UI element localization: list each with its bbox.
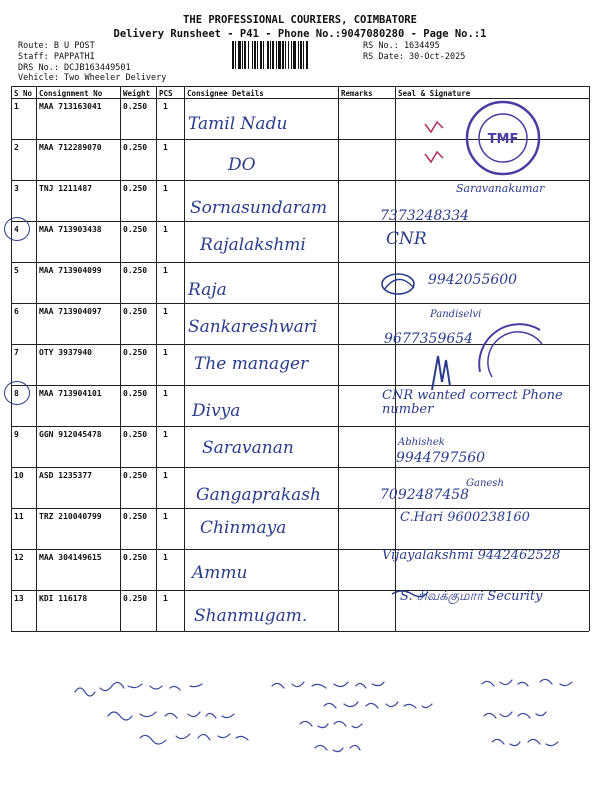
row-weight: 0.250 (123, 389, 148, 398)
row-divider (11, 385, 589, 386)
row-pcs: 1 (163, 553, 168, 562)
row-sno: 8 (14, 389, 19, 398)
row-weight: 0.250 (123, 143, 148, 152)
runsheet-subtitle: Delivery Runsheet - P41 - Phone No.:9047080280 - Page No.:1 (113, 28, 487, 40)
table-top-border (11, 86, 589, 87)
row-pcs: 1 (163, 471, 168, 480)
signature-row5 (378, 270, 422, 300)
row-seal-signature: Vijayalakshmi 9442462528 (382, 548, 561, 563)
row-sno: 1 (14, 102, 19, 111)
row-pcs: 1 (163, 184, 168, 193)
rs-date: RS Date: 30-Oct-2025 (363, 52, 466, 62)
seal-name-row9: Abhishek (398, 437, 445, 448)
row-consignment-no: KDI 116178 (39, 594, 88, 603)
row-consignee-handwritten: Raja (188, 280, 227, 300)
circled-row-number (4, 217, 30, 241)
row-sno: 5 (14, 266, 19, 275)
row-consignment-no: TRZ 210040799 (39, 512, 102, 521)
row-pcs: 1 (163, 102, 168, 111)
row-sno: 12 (14, 553, 24, 562)
row-consignment-no: MAA 713904097 (39, 307, 102, 316)
row-seal-signature: CNR (386, 229, 427, 249)
row-consignment-no: MAA 304149615 (39, 553, 102, 562)
row-divider (11, 467, 589, 468)
row-consignee-handwritten: Sankareshwari (188, 317, 318, 337)
row-weight: 0.250 (123, 225, 148, 234)
row-pcs: 1 (163, 225, 168, 234)
column-divider (184, 86, 185, 631)
row-consignee-handwritten: Gangaprakash (196, 485, 321, 505)
column-divider (589, 86, 590, 631)
row-weight: 0.250 (123, 184, 148, 193)
row-consignee-handwritten: Saravanan (202, 438, 294, 458)
row-sno: 3 (14, 184, 19, 193)
column-divider (36, 86, 37, 631)
row-sno: 4 (14, 225, 19, 234)
seal-name-row3: Saravanakumar (456, 182, 545, 195)
row-seal-signature: C.Hari 9600238160 (400, 510, 530, 525)
row-seal-signature: 7092487458 (380, 487, 470, 503)
row-consignee-handwritten: Ammu (192, 563, 248, 583)
row-consignee-handwritten: Rajalakshmi (200, 235, 306, 255)
footer-handwriting (0, 672, 600, 792)
signature-row7 (428, 352, 456, 394)
row-sno: 10 (14, 471, 24, 480)
row-sno: 6 (14, 307, 19, 316)
row-divider (11, 221, 589, 222)
staff-label: Staff: PAPPATHI (18, 52, 95, 62)
row-consignee-handwritten: Divya (192, 401, 241, 421)
row-weight: 0.250 (123, 553, 148, 562)
row-consignment-no: MAA 713163041 (39, 102, 102, 111)
row-pcs: 1 (163, 512, 168, 521)
row-weight: 0.250 (123, 102, 148, 111)
row-seal-signature: 7373248334 (380, 208, 470, 224)
column-divider (120, 86, 121, 631)
row-divider (11, 262, 589, 263)
row-seal-signature: S. சிவக்குமார் Security (400, 589, 543, 604)
row-consignment-no: TNJ 1211487 (39, 184, 92, 193)
row-sno: 11 (14, 512, 24, 521)
tick-mark-row2 (423, 148, 447, 168)
row-consignee-handwritten: Chinmaya (200, 518, 287, 538)
seal-name-row10: Ganesh (466, 478, 504, 489)
row-divider (11, 631, 589, 632)
row-pcs: 1 (163, 307, 168, 316)
row-weight: 0.250 (123, 307, 148, 316)
row-sno: 7 (14, 348, 19, 357)
row-weight: 0.250 (123, 266, 148, 275)
col-header-remarks: Remarks (341, 89, 373, 98)
row-consignment-no: OTY 3937940 (39, 348, 92, 357)
col-header-sno: S No (14, 89, 33, 98)
row-consignment-no: ASD 1235377 (39, 471, 92, 480)
row-consignee-handwritten: Tamil Nadu (188, 114, 288, 134)
company-title: THE PROFESSIONAL COURIERS, COIMBATORE (183, 14, 417, 26)
row-weight: 0.250 (123, 430, 148, 439)
row-seal-signature: 9677359654 (384, 331, 474, 347)
row-consignment-no: MAA 713904099 (39, 266, 102, 275)
barcode (232, 41, 354, 69)
row-pcs: 1 (163, 143, 168, 152)
row-pcs: 1 (163, 348, 168, 357)
seal-name-row6: Pandiselvi (430, 309, 482, 320)
row-consignment-no: MAA 713903438 (39, 225, 102, 234)
circled-row-number (4, 381, 30, 405)
row-pcs: 1 (163, 389, 168, 398)
row-seal-signature: 9944797560 (396, 450, 486, 466)
row-consignee-handwritten: DO (228, 155, 256, 175)
drs-number: DRS No.: DCJB163449501 (18, 63, 131, 73)
stamp-text: TMF (487, 132, 519, 147)
row-sno: 13 (14, 594, 24, 603)
col-header-weight: Weight (123, 89, 151, 98)
row-sno: 9 (14, 430, 19, 439)
column-divider (11, 86, 12, 631)
col-header-seal: Seal & Signature (398, 89, 471, 98)
row-divider (11, 180, 589, 181)
column-divider (338, 86, 339, 631)
row-seal-signature: 9942055600 (428, 272, 518, 288)
row-divider (11, 426, 589, 427)
col-header-consignment: Consignment No (39, 89, 103, 98)
row-weight: 0.250 (123, 471, 148, 480)
row-sno: 2 (14, 143, 19, 152)
row-pcs: 1 (163, 430, 168, 439)
row-pcs: 1 (163, 594, 168, 603)
col-header-consignee: Consignee Details (187, 89, 264, 98)
route-label: Route: B U POST (18, 41, 95, 51)
signature-row13-mark (390, 586, 430, 600)
row-divider (11, 508, 589, 509)
vehicle-label: Vehicle: Two Wheeler Delivery (18, 73, 167, 83)
row-weight: 0.250 (123, 512, 148, 521)
rs-number: RS No.: 1634495 (363, 41, 440, 51)
row-divider (11, 303, 589, 304)
company-stamp (463, 98, 543, 178)
col-header-pcs: PCS (159, 89, 173, 98)
row-consignment-no: GGN 912045478 (39, 430, 102, 439)
row-consignment-no: MAA 713904101 (39, 389, 102, 398)
row-consignee-handwritten: The manager (194, 354, 309, 374)
row-consignee-handwritten: Shanmugam. (194, 606, 308, 626)
column-divider (156, 86, 157, 631)
row-consignee-handwritten: Sornasundaram (190, 198, 328, 218)
row-consignment-no: MAA 712289070 (39, 143, 102, 152)
row-weight: 0.250 (123, 348, 148, 357)
row-seal-signature: CNR wanted correct Phone number (382, 388, 563, 417)
row-weight: 0.250 (123, 594, 148, 603)
row7-stamp (470, 322, 550, 382)
tick-mark-row1 (423, 118, 447, 138)
row-pcs: 1 (163, 266, 168, 275)
